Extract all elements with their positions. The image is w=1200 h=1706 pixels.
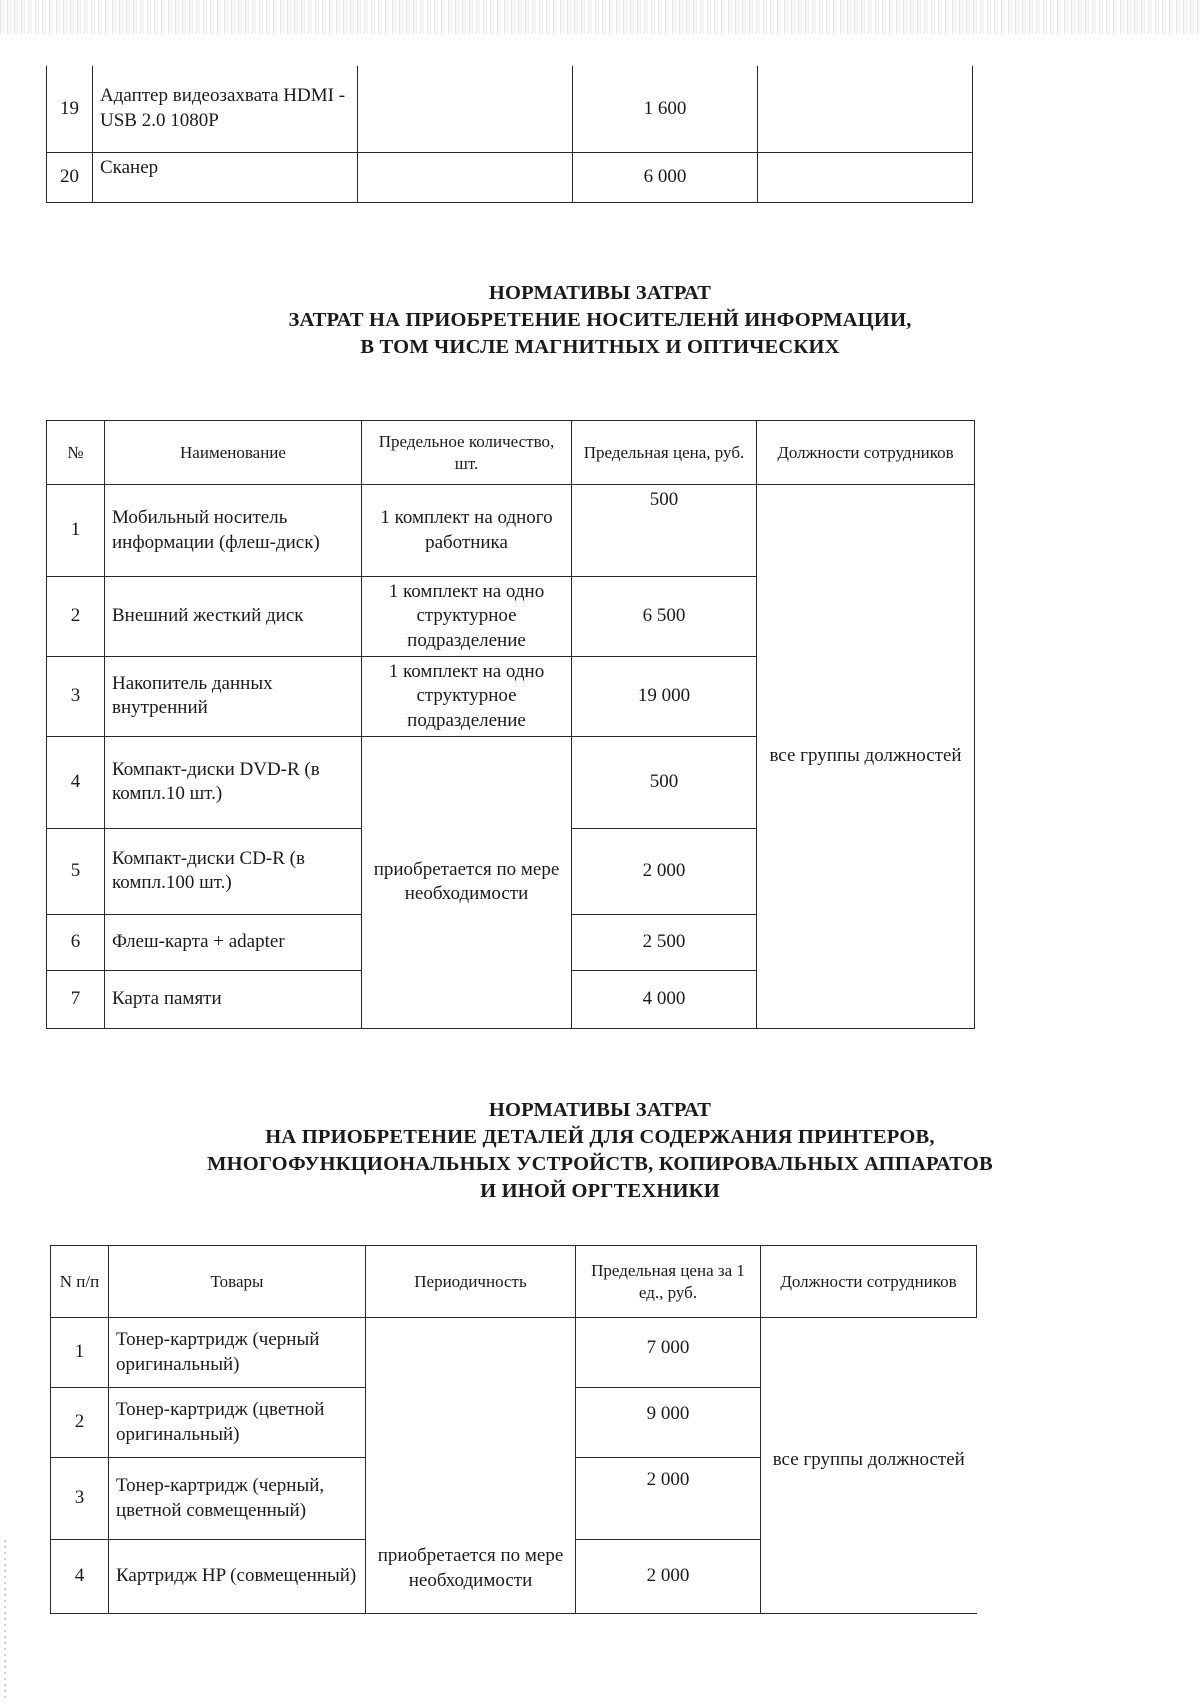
header-positions: Должности сотрудников (757, 421, 975, 485)
item-price: 9 000 (576, 1388, 761, 1458)
item-price: 2 500 (572, 914, 757, 970)
positions-merged: все группы должностей (761, 1318, 977, 1614)
header-positions: Должности сотрудников (761, 1246, 977, 1318)
header-price: Предельная цена, руб. (572, 421, 757, 485)
printer-parts-table (50, 1245, 977, 1614)
item-qty (358, 152, 573, 202)
row-number: 5 (47, 828, 105, 914)
table-row (51, 1318, 977, 1388)
item-price: 2 000 (576, 1458, 761, 1540)
item-price: 2 000 (576, 1540, 761, 1614)
scan-noise-strip (0, 0, 1200, 34)
row-number: 3 (47, 657, 105, 737)
row-number: 1 (47, 485, 105, 577)
section3-title-line: И ИНОЙ ОРГТЕХНИКИ (480, 1180, 720, 1202)
section2-title-line: В ТОМ ЧИСЛЕ МАГНИТНЫХ И ОПТИЧЕСКИХ (360, 336, 840, 358)
row-number: 19 (47, 66, 93, 152)
table-row (47, 152, 973, 202)
row-number: 20 (47, 152, 93, 202)
row-number: 4 (47, 736, 105, 828)
header-price: Предельная цена за 1 ед., руб. (576, 1246, 761, 1318)
item-name: Флеш-карта + adapter (105, 914, 362, 970)
header-name: Товары (109, 1246, 366, 1318)
row-number: 2 (51, 1388, 109, 1458)
item-name: Тонер-картридж (цветной оригинальный) (109, 1388, 366, 1458)
equipment-table-continuation (46, 66, 973, 203)
section2-title-line: НОРМАТИВЫ ЗАТРАТ (488, 282, 712, 304)
row-number: 4 (51, 1540, 109, 1614)
qty-merged: приобретается по мере необходимости (362, 736, 572, 1028)
item-name: Карта памяти (105, 970, 362, 1028)
header-period: Периодичность (366, 1246, 576, 1318)
row-number: 3 (51, 1458, 109, 1540)
item-price: 500 (572, 736, 757, 828)
header-qty: Предельное количество, шт. (362, 421, 572, 485)
section3-title (0, 1097, 1200, 1205)
item-name: Адаптер видеозахвата HDMI - USB 2.0 1080P (93, 66, 358, 152)
table-row (47, 485, 975, 577)
item-name: Мобильный носитель информации (флеш-диск) (105, 485, 362, 577)
item-price: 2 000 (572, 828, 757, 914)
item-price: 500 (572, 485, 757, 577)
table-header-row (47, 421, 975, 485)
item-name: Накопитель данных внутренний (105, 657, 362, 737)
item-qty: 1 комплект на одно структурное подразделение (362, 657, 572, 737)
section2-title-line: ЗАТРАТ НА ПРИОБРЕТЕНИЕ НОСИТЕЛЕНЙ ИНФОРМАЦИИ, (288, 309, 912, 331)
row-number: 7 (47, 970, 105, 1028)
item-price: 6 500 (572, 577, 757, 657)
media-costs-table (46, 420, 975, 1029)
header-num: № (47, 421, 105, 485)
section3-title-line: НОРМАТИВЫ ЗАТРАТ (488, 1099, 712, 1121)
item-qty (358, 66, 573, 152)
table-header-row (51, 1246, 977, 1318)
period-merged: приобретается по мере необходимости (366, 1318, 576, 1614)
item-name: Компакт-диски CD-R (в компл.100 шт.) (105, 828, 362, 914)
scan-edge-marks (4, 1540, 6, 1700)
section3-title-line: МНОГОФУНКЦИОНАЛЬНЫХ УСТРОЙСТВ, КОПИРОВАЛЬНЫХ АППАРАТОВ (207, 1153, 993, 1175)
item-name: Тонер-картридж (черный, цветной совмещенный) (109, 1458, 366, 1540)
header-name: Наименование (105, 421, 362, 485)
item-name: Тонер-картридж (черный оригинальный) (109, 1318, 366, 1388)
item-name: Сканер (93, 152, 358, 202)
item-price: 6 000 (573, 152, 758, 202)
item-qty: 1 комплект на одного работника (362, 485, 572, 577)
item-name: Внешний жесткий диск (105, 577, 362, 657)
section2-title (0, 280, 1200, 361)
item-positions (758, 66, 973, 152)
item-positions (758, 152, 973, 202)
row-number: 2 (47, 577, 105, 657)
item-name: Компакт-диски DVD-R (в компл.10 шт.) (105, 736, 362, 828)
item-price: 4 000 (572, 970, 757, 1028)
item-price: 7 000 (576, 1318, 761, 1388)
table-row (47, 66, 973, 152)
row-number: 6 (47, 914, 105, 970)
section3-title-line: НА ПРИОБРЕТЕНИЕ ДЕТАЛЕЙ ДЛЯ СОДЕРЖАНИЯ ПРИНТЕРОВ, (265, 1126, 935, 1148)
item-qty: 1 комплект на одно структурное подразделение (362, 577, 572, 657)
row-number: 1 (51, 1318, 109, 1388)
positions-merged: все группы должностей (757, 485, 975, 1029)
item-price: 19 000 (572, 657, 757, 737)
header-num: N п/п (51, 1246, 109, 1318)
item-price: 1 600 (573, 66, 758, 152)
item-name: Картридж HP (совмещенный) (109, 1540, 366, 1614)
